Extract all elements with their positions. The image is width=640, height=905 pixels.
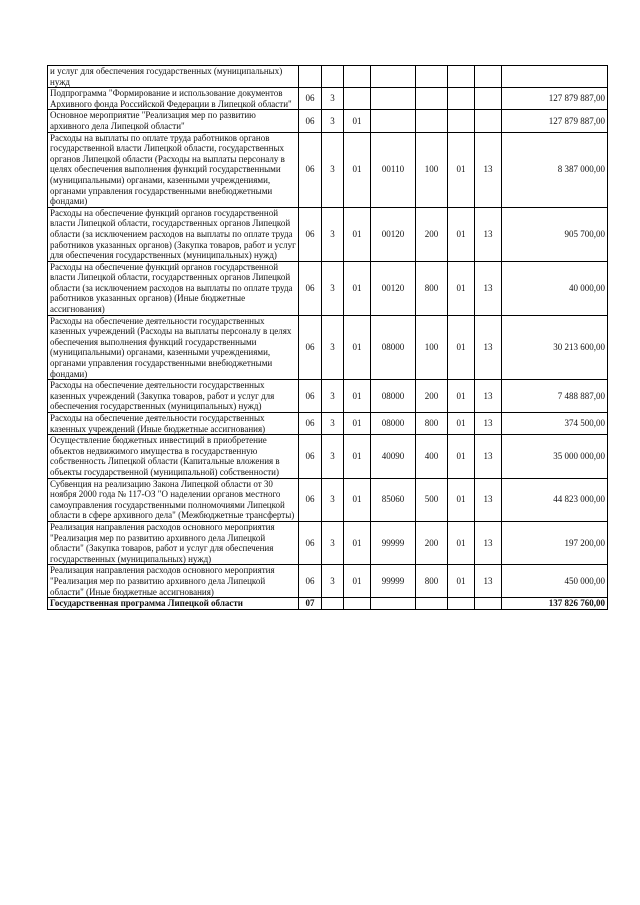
item-name-cell: Расходы на обеспечение деятельности государственных казенных учреждений (Закупка товаров, работ и услуг для обеспечения государственных (муниципальных) нужд) <box>48 380 299 413</box>
program-code-cell: 06 <box>299 110 322 132</box>
section-code-cell <box>448 598 475 610</box>
subprogram-code-cell: 3 <box>322 380 344 413</box>
table-row <box>48 413 608 435</box>
section-code-cell: 01 <box>448 132 475 207</box>
expense-type-code-cell: 200 <box>416 521 448 564</box>
main-activity-code-cell: 01 <box>344 132 371 207</box>
table-row <box>48 88 608 110</box>
main-activity-code-cell: 01 <box>344 207 371 261</box>
item-name-cell: Основное мероприятие "Реализация мер по развитию архивного дела Липецкой области" <box>48 110 299 132</box>
program-code-cell: 06 <box>299 315 322 380</box>
section-code-cell: 01 <box>448 207 475 261</box>
table-row <box>48 207 608 261</box>
amount-cell: 35 000 000,00 <box>502 435 608 478</box>
table-row <box>48 478 608 521</box>
subprogram-code-cell: 3 <box>322 478 344 521</box>
table-row <box>48 66 608 88</box>
expense-direction-code-cell: 99999 <box>371 565 416 598</box>
item-name-cell: Расходы на обеспечение деятельности государственных казенных учреждений (Расходы на выплаты персоналу в целях обеспечения выполнения функций государственными (муниципальными) органами, казенными учреждениями, органами управления государственными внебюджетными фондами) <box>48 315 299 380</box>
section-code-cell: 01 <box>448 315 475 380</box>
subsection-code-cell: 13 <box>475 478 502 521</box>
expense-direction-code-cell <box>371 598 416 610</box>
section-code-cell: 01 <box>448 380 475 413</box>
subprogram-code-cell <box>322 598 344 610</box>
amount-cell: 374 500,00 <box>502 413 608 435</box>
amount-cell: 40 000,00 <box>502 261 608 315</box>
program-code-cell: 06 <box>299 521 322 564</box>
expense-type-code-cell: 800 <box>416 413 448 435</box>
main-activity-code-cell <box>344 88 371 110</box>
expense-type-code-cell: 800 <box>416 565 448 598</box>
item-name-cell: Субвенция на реализацию Закона Липецкой области от 30 ноября 2000 года № 117-ОЗ "О наделении органов местного самоуправления государственными полномочиями Липецкой области в сфере архивного дела" (Межбюджетные трансферты) <box>48 478 299 521</box>
subprogram-code-cell: 3 <box>322 88 344 110</box>
main-activity-code-cell: 01 <box>344 110 371 132</box>
item-name-cell: Осуществление бюджетных инвестиций в приобретение объектов недвижимого имущества в государственную собственность Липецкой области (Капитальные вложения в объекты государственной (муниципальной) собственности) <box>48 435 299 478</box>
expense-type-code-cell <box>416 110 448 132</box>
subsection-code-cell: 13 <box>475 435 502 478</box>
expense-direction-code-cell <box>371 88 416 110</box>
item-name-cell: Реализация направления расходов основного мероприятия "Реализация мер по развитию архивного дела Липецкой области" (Закупка товаров, работ и услуг для обеспечения государственных (муниципальных) нужд) <box>48 521 299 564</box>
amount-cell: 7 488 887,00 <box>502 380 608 413</box>
main-activity-code-cell: 01 <box>344 521 371 564</box>
amount-cell: 44 823 000,00 <box>502 478 608 521</box>
amount-cell: 127 879 887,00 <box>502 88 608 110</box>
expense-type-code-cell: 200 <box>416 380 448 413</box>
main-activity-code-cell: 01 <box>344 565 371 598</box>
expense-type-code-cell <box>416 66 448 88</box>
subsection-code-cell: 13 <box>475 207 502 261</box>
subsection-code-cell: 13 <box>475 380 502 413</box>
main-activity-code-cell: 01 <box>344 478 371 521</box>
program-code-cell: 06 <box>299 132 322 207</box>
item-name-cell: Государственная программа Липецкой области <box>48 598 299 610</box>
main-activity-code-cell: 01 <box>344 261 371 315</box>
expense-type-code-cell: 500 <box>416 478 448 521</box>
item-name-cell: Расходы на обеспечение деятельности государственных казенных учреждений (Иные бюджетные ассигнования) <box>48 413 299 435</box>
section-code-cell: 01 <box>448 413 475 435</box>
program-code-cell: 06 <box>299 88 322 110</box>
section-code-cell: 01 <box>448 565 475 598</box>
amount-cell: 127 879 887,00 <box>502 110 608 132</box>
program-code-cell: 06 <box>299 261 322 315</box>
expense-type-code-cell: 200 <box>416 207 448 261</box>
expense-direction-code-cell <box>371 110 416 132</box>
subprogram-code-cell: 3 <box>322 207 344 261</box>
subsection-code-cell: 13 <box>475 521 502 564</box>
subprogram-code-cell: 3 <box>322 413 344 435</box>
program-code-cell: 06 <box>299 565 322 598</box>
subsection-code-cell: 13 <box>475 261 502 315</box>
amount-cell: 197 200,00 <box>502 521 608 564</box>
main-activity-code-cell <box>344 66 371 88</box>
section-code-cell <box>448 110 475 132</box>
amount-cell: 8 387 000,00 <box>502 132 608 207</box>
section-code-cell: 01 <box>448 478 475 521</box>
program-code-cell: 07 <box>299 598 322 610</box>
subprogram-code-cell: 3 <box>322 435 344 478</box>
subprogram-code-cell <box>322 66 344 88</box>
subprogram-code-cell: 3 <box>322 261 344 315</box>
expense-type-code-cell: 400 <box>416 435 448 478</box>
subprogram-code-cell: 3 <box>322 132 344 207</box>
subsection-code-cell <box>475 598 502 610</box>
expense-type-code-cell: 100 <box>416 315 448 380</box>
subsection-code-cell: 13 <box>475 315 502 380</box>
subprogram-code-cell: 3 <box>322 110 344 132</box>
main-activity-code-cell: 01 <box>344 315 371 380</box>
amount-cell: 30 213 600,00 <box>502 315 608 380</box>
section-code-cell <box>448 88 475 110</box>
expense-direction-code-cell: 08000 <box>371 315 416 380</box>
table-row <box>48 435 608 478</box>
program-code-cell: 06 <box>299 207 322 261</box>
expense-direction-code-cell: 99999 <box>371 521 416 564</box>
expense-type-code-cell <box>416 598 448 610</box>
table-row <box>48 110 608 132</box>
item-name-cell: Расходы на обеспечение функций органов государственной власти Липецкой области, государственных органов Липецкой области (за исключением расходов на выплаты по оплате труда работников указанных органов) (Иные бюджетные ассигнования) <box>48 261 299 315</box>
amount-cell: 137 826 760,00 <box>502 598 608 610</box>
main-activity-code-cell: 01 <box>344 413 371 435</box>
subsection-code-cell <box>475 110 502 132</box>
subprogram-code-cell: 3 <box>322 521 344 564</box>
expense-direction-code-cell <box>371 66 416 88</box>
expense-type-code-cell: 100 <box>416 132 448 207</box>
expense-direction-code-cell: 08000 <box>371 413 416 435</box>
expense-direction-code-cell: 00120 <box>371 261 416 315</box>
total-row <box>48 598 608 610</box>
expense-direction-code-cell: 40090 <box>371 435 416 478</box>
program-code-cell: 06 <box>299 435 322 478</box>
item-name-cell: Реализация направления расходов основного мероприятия "Реализация мер по развитию архивного дела Липецкой области" (Иные бюджетные ассигнования) <box>48 565 299 598</box>
expense-direction-code-cell: 85060 <box>371 478 416 521</box>
amount-cell <box>502 66 608 88</box>
amount-cell: 450 000,00 <box>502 565 608 598</box>
section-code-cell: 01 <box>448 261 475 315</box>
table-row <box>48 380 608 413</box>
section-code-cell: 01 <box>448 521 475 564</box>
expense-type-code-cell: 800 <box>416 261 448 315</box>
expense-direction-code-cell: 08000 <box>371 380 416 413</box>
section-code-cell <box>448 66 475 88</box>
subprogram-code-cell: 3 <box>322 315 344 380</box>
subprogram-code-cell: 3 <box>322 565 344 598</box>
table-row <box>48 315 608 380</box>
section-code-cell: 01 <box>448 435 475 478</box>
budget-table <box>47 65 608 610</box>
program-code-cell: 06 <box>299 413 322 435</box>
expense-type-code-cell <box>416 88 448 110</box>
program-code-cell: 06 <box>299 380 322 413</box>
amount-cell: 905 700,00 <box>502 207 608 261</box>
expense-direction-code-cell: 00120 <box>371 207 416 261</box>
main-activity-code-cell: 01 <box>344 435 371 478</box>
item-name-cell: Расходы на выплаты по оплате труда работников органов государственной власти Липецкой области, государственных органов Липецкой области (Расходы на выплаты персоналу в целях обеспечения выполнения функций государственными (муниципальными) органами, казенными учреждениями, органами управления государственными внебюджетными фондами) <box>48 132 299 207</box>
expense-direction-code-cell: 00110 <box>371 132 416 207</box>
subsection-code-cell: 13 <box>475 132 502 207</box>
program-code-cell <box>299 66 322 88</box>
item-name-cell: Подпрограмма "Формирование и использование документов Архивного фонда Российской Федерации в Липецкой области" <box>48 88 299 110</box>
main-activity-code-cell: 01 <box>344 380 371 413</box>
subsection-code-cell <box>475 88 502 110</box>
main-activity-code-cell <box>344 598 371 610</box>
subsection-code-cell: 13 <box>475 413 502 435</box>
table-row <box>48 261 608 315</box>
item-name-cell: и услуг для обеспечения государственных (муниципальных) нужд <box>48 66 299 88</box>
table-row <box>48 521 608 564</box>
table-row <box>48 565 608 598</box>
item-name-cell: Расходы на обеспечение функций органов государственной власти Липецкой области, государственных органов Липецкой области (за исключением расходов на выплаты по оплате труда работников указанных органов) (Закупка товаров, работ и услуг для обеспечения государственных (муниципальных) нужд) <box>48 207 299 261</box>
subsection-code-cell <box>475 66 502 88</box>
table-body <box>48 66 608 610</box>
table-row <box>48 132 608 207</box>
program-code-cell: 06 <box>299 478 322 521</box>
subsection-code-cell: 13 <box>475 565 502 598</box>
